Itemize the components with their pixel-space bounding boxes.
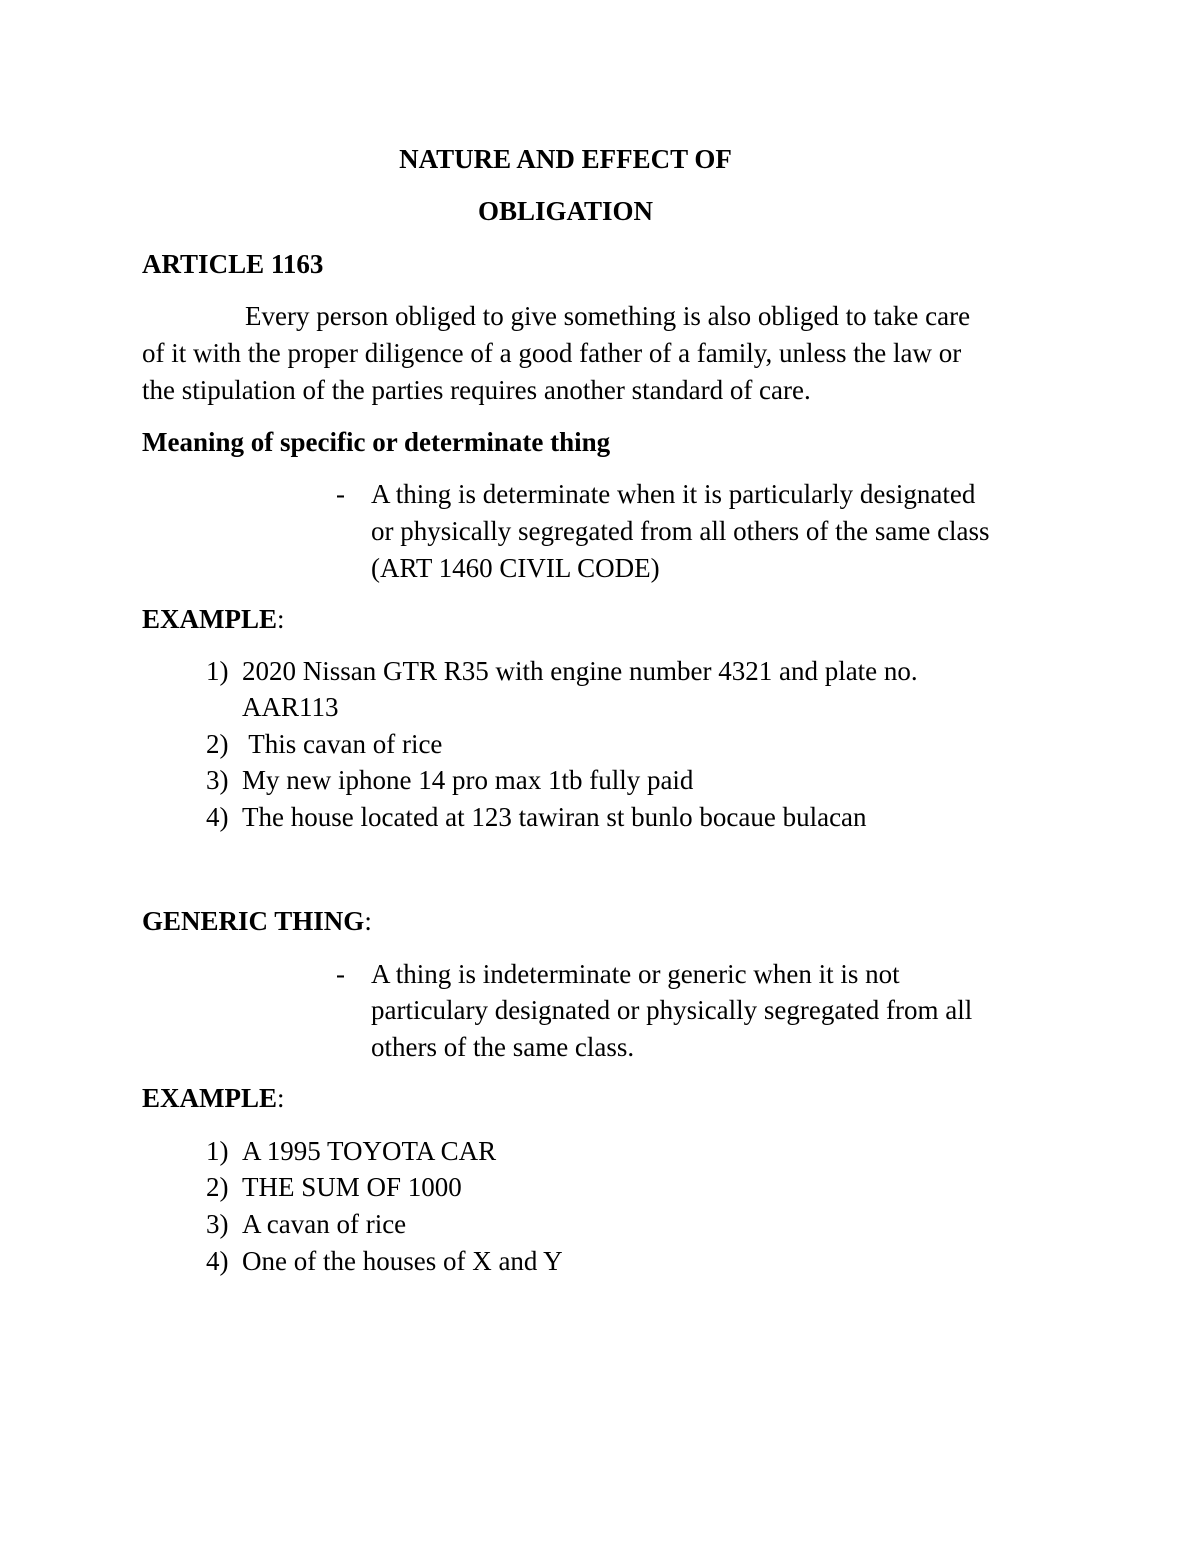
list-item-text: A cavan of rice [242,1209,407,1239]
list-item-continuation: AAR113 [242,692,339,722]
list-item-text: My new iphone 14 pro max 1tb fully paid [242,765,694,795]
list-item: 3) [206,765,229,795]
generic-definition-line-3: others of the same class. [371,1032,635,1062]
specific-definition-line-3: (ART 1460 CIVIL CODE) [371,553,660,583]
list-item: 1) [206,656,229,686]
list-item: 1) [206,1136,229,1166]
example-heading: EXAMPLE: [142,604,285,634]
list-item-text: This cavan of rice [242,729,443,759]
article-text-line-2: of it with the proper diligence of a good father of a family, unless the law or [142,338,962,368]
article-text-line-1: Every person obliged to give something is also obliged to take care [245,301,971,331]
title-line-1: NATURE AND EFFECT OF [399,144,732,174]
list-item-text: The house located at 123 tawiran st bunlo bocaue bulacan [242,802,867,832]
list-item: 2) [206,1172,229,1202]
article-text-line-3: the stipulation of the parties requires another standard of care. [142,375,811,405]
list-item-text: A 1995 TOYOTA CAR [242,1136,497,1166]
generic-definition-line-2: particulary designated or physically segregated from all [371,995,973,1025]
list-item: 3) [206,1209,229,1239]
generic-heading: GENERIC THING: [142,906,372,936]
list-item-text: One of the houses of X and Y [242,1246,563,1276]
generic-definition-line-1: A thing is indeterminate or generic when it is not [371,959,900,989]
title-line-2: OBLIGATION [477,196,654,226]
list-item: 4) [206,802,229,832]
list-item: 2) [206,729,229,759]
bullet-dash: - [336,479,345,509]
list-item: 4) [206,1246,229,1276]
list-item-text: 2020 Nissan GTR R35 with engine number 4321 and plate no. [242,656,918,686]
bullet-dash: - [336,959,345,989]
article-heading: ARTICLE 1163 [142,249,324,279]
specific-definition-line-1: A thing is determinate when it is particularly designated [371,479,976,509]
list-item-text: THE SUM OF 1000 [242,1172,462,1202]
example-heading: EXAMPLE: [142,1083,285,1113]
specific-definition-line-2: or physically segregated from all others of the same class [371,516,990,546]
specific-heading: Meaning of specific or determinate thing [142,427,611,457]
